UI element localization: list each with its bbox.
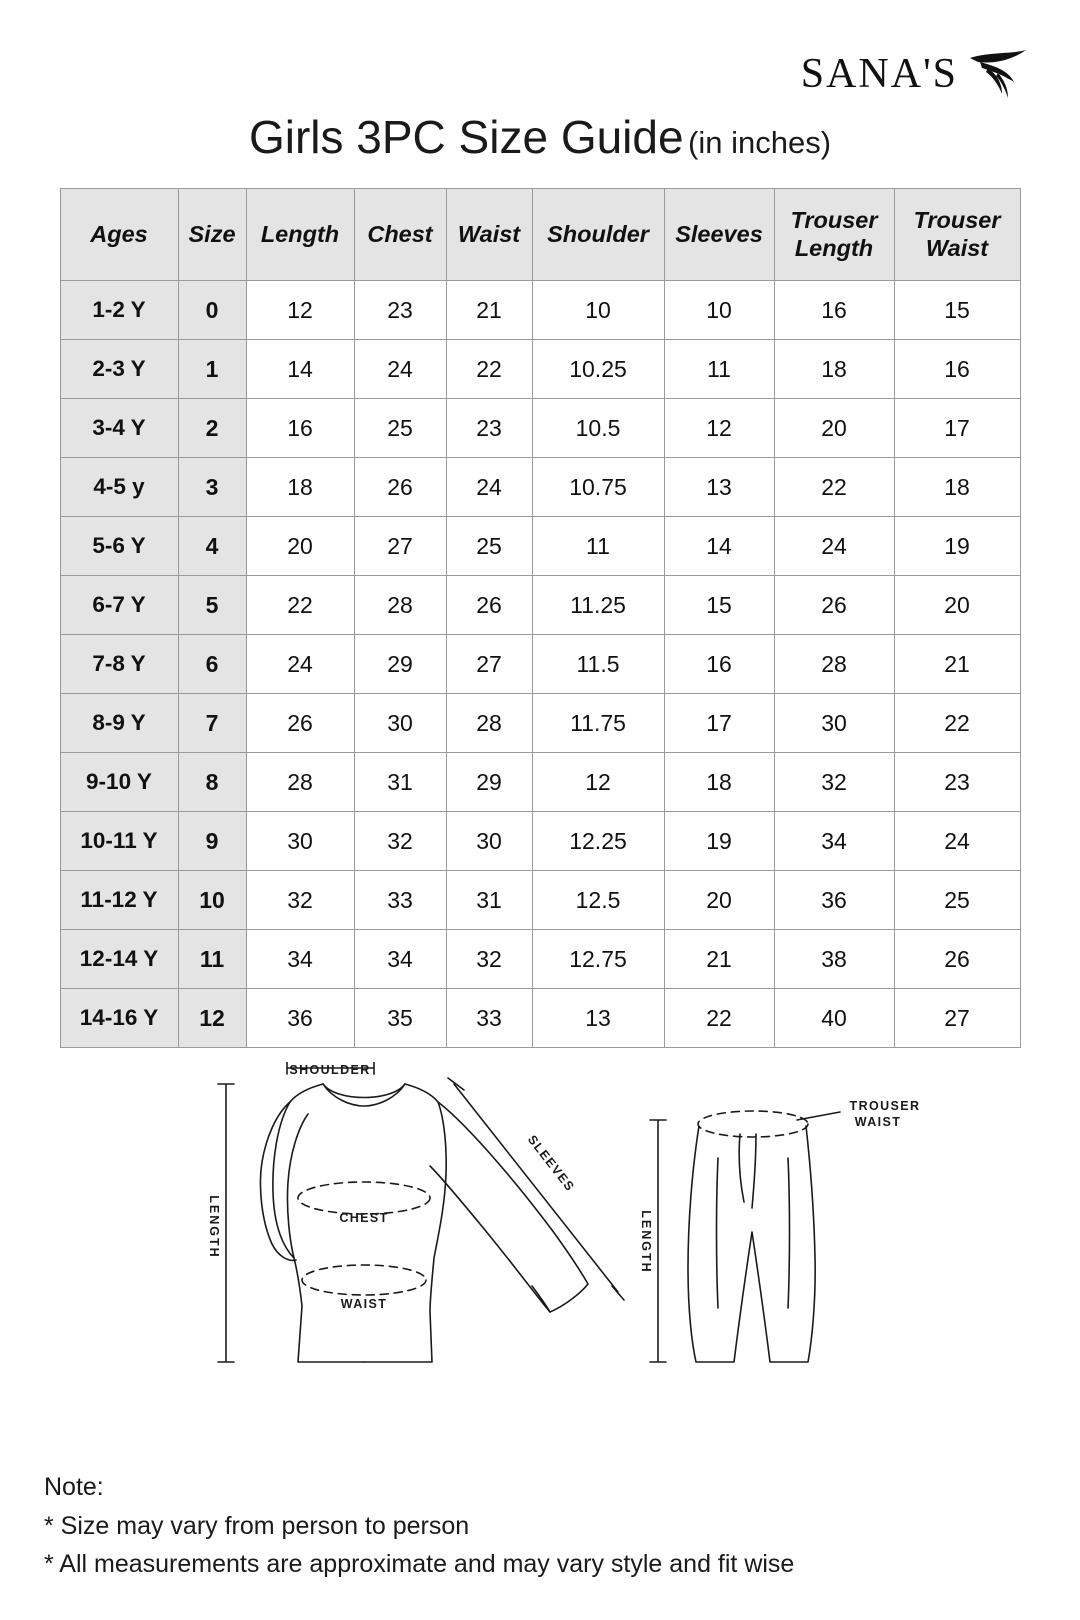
cell-trouser-length: 28 (774, 635, 894, 694)
diagram-label-chest: CHEST (339, 1211, 389, 1225)
cell-age: 7-8 Y (60, 635, 178, 694)
header-trouser-waist-line1: Trouser (913, 207, 1001, 234)
cell-shoulder: 10.25 (532, 340, 664, 399)
cell-shoulder: 13 (532, 989, 664, 1048)
cell-length: 22 (246, 576, 354, 635)
page-title-main: Girls 3PC Size Guide (248, 111, 684, 163)
cell-sleeves: 17 (664, 694, 774, 753)
diagram-label-trouser-waist-line2: WAIST (854, 1115, 902, 1129)
cell-chest: 28 (354, 576, 446, 635)
header-shoulder: Shoulder (532, 189, 664, 281)
cell-sleeves: 22 (664, 989, 774, 1048)
cell-size: 8 (178, 753, 246, 812)
cell-age: 5-6 Y (60, 517, 178, 576)
table-header-row (60, 189, 1020, 281)
cell-size: 7 (178, 694, 246, 753)
cell-chest: 26 (354, 458, 446, 517)
diagram-label-shoulder: SHOULDER (289, 1063, 371, 1077)
cell-shoulder: 12 (532, 753, 664, 812)
cell-size: 10 (178, 871, 246, 930)
diagram-label-length-bottom: LENGTH (639, 1210, 653, 1274)
cell-size: 9 (178, 812, 246, 871)
cell-length: 12 (246, 281, 354, 340)
table-row (60, 281, 1020, 340)
diagram-label-sleeves: SLEEVES (524, 1132, 578, 1195)
cell-length: 20 (246, 517, 354, 576)
header-trouser-length-line1: Trouser (790, 207, 878, 234)
brand-logo (801, 48, 1028, 100)
cell-chest: 30 (354, 694, 446, 753)
table-row (60, 812, 1020, 871)
cell-waist: 27 (446, 635, 532, 694)
cell-waist: 21 (446, 281, 532, 340)
table-row (60, 458, 1020, 517)
cell-trouser-waist: 25 (894, 871, 1020, 930)
size-table-head (60, 189, 1020, 281)
cell-trouser-waist: 21 (894, 635, 1020, 694)
cell-trouser-waist: 23 (894, 753, 1020, 812)
cell-chest: 27 (354, 517, 446, 576)
cell-chest: 24 (354, 340, 446, 399)
cell-trouser-length: 18 (774, 340, 894, 399)
cell-size: 5 (178, 576, 246, 635)
table-row (60, 694, 1020, 753)
measurement-diagram (40, 1062, 1040, 1397)
table-row (60, 989, 1020, 1048)
cell-trouser-length: 20 (774, 399, 894, 458)
cell-trouser-length: 24 (774, 517, 894, 576)
cell-size: 12 (178, 989, 246, 1048)
cell-waist: 32 (446, 930, 532, 989)
cell-trouser-waist: 18 (894, 458, 1020, 517)
header-trouser-waist (894, 189, 1020, 281)
notes-line-2: * All measurements are approximate and may vary style and fit wise (44, 1550, 795, 1579)
header-length: Length (246, 189, 354, 281)
cell-size: 6 (178, 635, 246, 694)
cell-trouser-length: 34 (774, 812, 894, 871)
cell-age: 2-3 Y (60, 340, 178, 399)
cell-trouser-length: 16 (774, 281, 894, 340)
cell-size: 2 (178, 399, 246, 458)
cell-chest: 31 (354, 753, 446, 812)
cell-trouser-length: 22 (774, 458, 894, 517)
cell-waist: 22 (446, 340, 532, 399)
cell-sleeves: 19 (664, 812, 774, 871)
cell-shoulder: 11.25 (532, 576, 664, 635)
cell-waist: 23 (446, 399, 532, 458)
cell-size: 11 (178, 930, 246, 989)
cell-trouser-length: 38 (774, 930, 894, 989)
table-row (60, 399, 1020, 458)
cell-sleeves: 21 (664, 930, 774, 989)
cell-chest: 34 (354, 930, 446, 989)
cell-length: 26 (246, 694, 354, 753)
cell-waist: 33 (446, 989, 532, 1048)
cell-chest: 33 (354, 871, 446, 930)
cell-chest: 29 (354, 635, 446, 694)
page-title-unit: (in inches) (688, 125, 832, 160)
cell-length: 36 (246, 989, 354, 1048)
cell-waist: 26 (446, 576, 532, 635)
header-trouser-length-line2: Length (794, 234, 874, 261)
cell-trouser-length: 32 (774, 753, 894, 812)
cell-chest: 25 (354, 399, 446, 458)
cell-shoulder: 11 (532, 517, 664, 576)
cell-chest: 32 (354, 812, 446, 871)
cell-length: 28 (246, 753, 354, 812)
cell-shoulder: 11.5 (532, 635, 664, 694)
cell-age: 4-5 y (60, 458, 178, 517)
brand-name: SANA'S (800, 51, 958, 97)
cell-sleeves: 11 (664, 340, 774, 399)
cell-age: 9-10 Y (60, 753, 178, 812)
cell-sleeves: 10 (664, 281, 774, 340)
cell-trouser-waist: 17 (894, 399, 1020, 458)
cell-sleeves: 13 (664, 458, 774, 517)
cell-length: 34 (246, 930, 354, 989)
cell-shoulder: 12.75 (532, 930, 664, 989)
cell-length: 14 (246, 340, 354, 399)
cell-trouser-length: 26 (774, 576, 894, 635)
table-row (60, 576, 1020, 635)
cell-trouser-waist: 27 (894, 989, 1020, 1048)
cell-trouser-waist: 15 (894, 281, 1020, 340)
size-table (60, 188, 1021, 1048)
cell-sleeves: 15 (664, 576, 774, 635)
notes-line-1: * Size may vary from person to person (44, 1511, 470, 1540)
cell-sleeves: 12 (664, 399, 774, 458)
table-row (60, 930, 1020, 989)
cell-shoulder: 10.75 (532, 458, 664, 517)
cell-shoulder: 11.75 (532, 694, 664, 753)
cell-waist: 30 (446, 812, 532, 871)
table-row (60, 635, 1020, 694)
cell-waist: 29 (446, 753, 532, 812)
cell-age: 12-14 Y (60, 930, 178, 989)
cell-length: 24 (246, 635, 354, 694)
header-waist: Waist (446, 189, 532, 281)
diagram-label-length-top: LENGTH (207, 1195, 221, 1259)
cell-chest: 35 (354, 989, 446, 1048)
cell-age: 11-12 Y (60, 871, 178, 930)
cell-waist: 28 (446, 694, 532, 753)
cell-sleeves: 14 (664, 517, 774, 576)
cell-sleeves: 16 (664, 635, 774, 694)
header-chest: Chest (354, 189, 446, 281)
cell-size: 1 (178, 340, 246, 399)
cell-age: 10-11 Y (60, 812, 178, 871)
header-trouser-length (774, 189, 894, 281)
feather-swoosh-icon (968, 48, 1028, 100)
cell-trouser-length: 40 (774, 989, 894, 1048)
size-table-wrap (40, 188, 1040, 1048)
notes-block (44, 1468, 794, 1584)
cell-length: 30 (246, 812, 354, 871)
size-table-body (60, 281, 1020, 1048)
cell-trouser-waist: 19 (894, 517, 1020, 576)
cell-trouser-waist: 26 (894, 930, 1020, 989)
cell-shoulder: 12.5 (532, 871, 664, 930)
cell-trouser-waist: 20 (894, 576, 1020, 635)
diagram-label-trouser-waist-line1: TROUSER (849, 1099, 921, 1113)
cell-trouser-waist: 24 (894, 812, 1020, 871)
cell-age: 1-2 Y (60, 281, 178, 340)
cell-shoulder: 12.25 (532, 812, 664, 871)
notes-heading: Note: (44, 1472, 104, 1501)
cell-age: 3-4 Y (60, 399, 178, 458)
header-trouser-waist-line2: Waist (925, 234, 989, 261)
cell-length: 32 (246, 871, 354, 930)
cell-shoulder: 10 (532, 281, 664, 340)
cell-waist: 24 (446, 458, 532, 517)
table-row (60, 871, 1020, 930)
cell-age: 14-16 Y (60, 989, 178, 1048)
table-row (60, 753, 1020, 812)
header-sleeves: Sleeves (664, 189, 774, 281)
table-row (60, 517, 1020, 576)
header-size: Size (178, 189, 246, 281)
cell-trouser-waist: 22 (894, 694, 1020, 753)
cell-size: 0 (178, 281, 246, 340)
cell-length: 16 (246, 399, 354, 458)
cell-size: 4 (178, 517, 246, 576)
cell-trouser-length: 30 (774, 694, 894, 753)
cell-age: 6-7 Y (60, 576, 178, 635)
cell-waist: 31 (446, 871, 532, 930)
table-row (60, 340, 1020, 399)
cell-trouser-waist: 16 (894, 340, 1020, 399)
cell-waist: 25 (446, 517, 532, 576)
diagram-label-waist: WAIST (340, 1297, 388, 1311)
cell-chest: 23 (354, 281, 446, 340)
cell-age: 8-9 Y (60, 694, 178, 753)
cell-length: 18 (246, 458, 354, 517)
cell-sleeves: 20 (664, 871, 774, 930)
header-ages: Ages (60, 189, 178, 281)
cell-sleeves: 18 (664, 753, 774, 812)
cell-shoulder: 10.5 (532, 399, 664, 458)
cell-trouser-length: 36 (774, 871, 894, 930)
cell-size: 3 (178, 458, 246, 517)
